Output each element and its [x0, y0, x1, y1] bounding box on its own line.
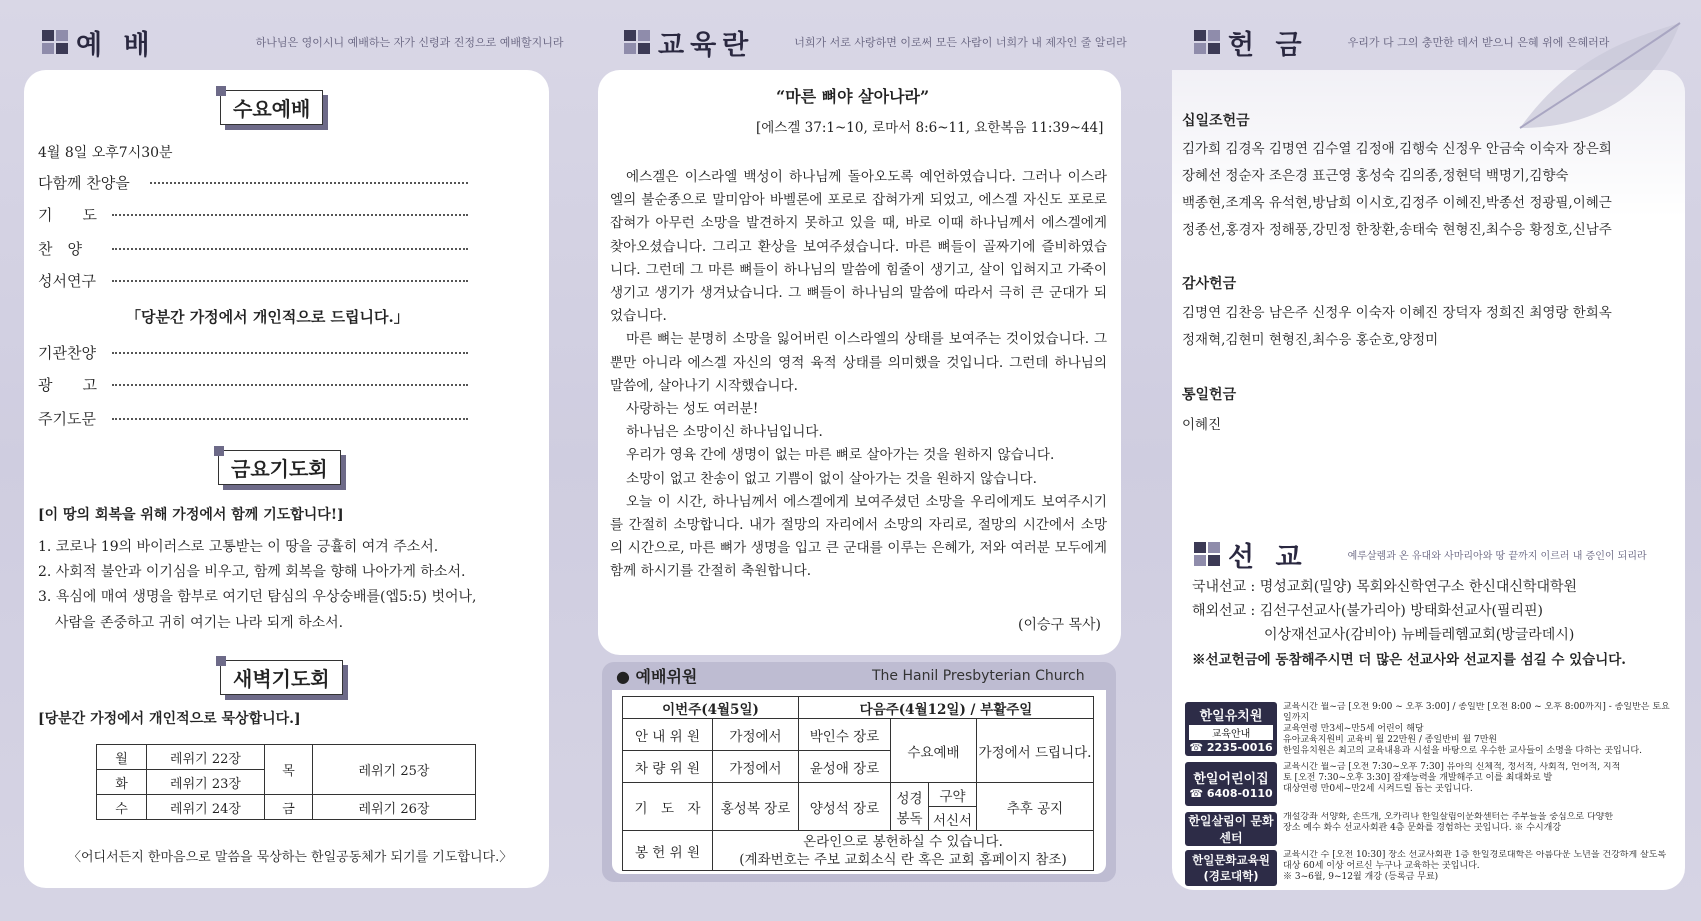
- mission-title: 선 교: [1228, 541, 1308, 573]
- parking-label: 차 량 위 원: [623, 751, 713, 783]
- mission-domestic: 국내선교 : 명성교회(밀양) 목회와신학연구소 한신대신학대학원: [1192, 579, 1578, 595]
- order-item: 기관찬양: [38, 344, 96, 362]
- worship-header: [42, 22, 563, 62]
- friday-line: 1. 코로나 19의 바이러스로 고통받는 이 땅을 긍휼히 여겨 주소서.: [38, 539, 439, 555]
- offering-title: 헌 금: [1228, 29, 1308, 61]
- wed-service: 수요예배: [891, 719, 977, 783]
- tithe-line: 김가희 김경옥 김명연 김수열 김정애 김행숙 신정우 안금숙 이숙자 장은희: [1182, 141, 1612, 157]
- old-testament: 구약: [929, 783, 977, 807]
- reading-cell: 레위기 22장: [147, 745, 265, 770]
- wednesday-notice: 「당분간 가정에서 개인적으로 드립니다.」: [126, 308, 409, 326]
- institution-info: 교육시간 수 [오전 10:30] 장소 선교사회관 1층 한일경로대학은 아름다운 노년을 건강하게 살도록 대상 60세 이상 어르신 누구나 교육하는 곳입니다. ※ 3~6월, 9~12월 개강 (등록금 무료): [1283, 850, 1667, 882]
- dotted-line: [112, 352, 468, 354]
- dotted-line: [112, 384, 468, 386]
- church-name: The Hanil Presbyterian Church: [872, 668, 1085, 684]
- unity-line: 이혜진: [1182, 417, 1222, 433]
- mission-header: [1194, 534, 1647, 574]
- thanks-list: [1182, 300, 1612, 354]
- dawn-reading-table: [96, 744, 476, 820]
- offering-text-2: (계좌번호는 주보 교회소식 란 혹은 교회 홈페이지 참조): [739, 851, 1067, 868]
- section-square-icon: [1194, 30, 1220, 54]
- thanks-line: 정재혁,김현미 현형진,최수응 홍순호,양정미: [1182, 332, 1439, 348]
- reading-cell: 레위기 24장: [147, 795, 265, 820]
- sermon-title: “마른 뼈야 살아나라”: [776, 87, 930, 106]
- leaf-decoration: [1510, 18, 1690, 148]
- thanks-line: 김명연 김찬응 남은주 신정우 이숙자 이혜진 장덕자 정희진 최영랑 한희옥: [1182, 305, 1612, 321]
- sermon-paragraph: 마른 뼈는 분명히 소망을 잃어버린 이스라엘의 상태를 보여주는 것이었습니다. 그뿐만 아니라 에스겔 자신의 영적 육적 상태를 의미했을 것입니다. 그런데 하나님의 말씀에, 살아나기 시작했습니다.: [610, 331, 1107, 394]
- parking-this: 가정에서: [713, 751, 799, 783]
- scripture-ref: [에스겔 37:1~10, 로마서 8:6~11, 요한복음 11:39~44]: [756, 120, 1104, 136]
- section-square-icon: [624, 30, 650, 54]
- sermon-paragraph: 우리가 영육 간에 생명이 없는 마른 뼈로 살아가는 것을 원하지 않습니다.: [626, 447, 1055, 464]
- institution-info: 교육시간 월~금 [오전 7:30~오후 7:30] 유아의 신체적, 정서적, 사회적, 언어적, 지적 토 [오전 7:30~오후 3:30] 잠재능력을 개발해주고 이를 최대화로 발 대상연령 만0세~만2세 시켜드릴 돕는 곳입니다.: [1283, 762, 1621, 794]
- institution-info: 개설강좌 서양화, 손뜨개, 오카리나 한일살림이문화센터는 주부들을 중심으로 다양한 장소 예수 화수 선교사회관 4층 문화를 경험하는 곳입니다. ※ 수시개강: [1283, 812, 1614, 833]
- day-cell: 월: [97, 745, 147, 770]
- day-cell: 화: [97, 770, 147, 795]
- order-item: 찬 양: [38, 240, 82, 258]
- dawn-footer: 〈어디서든지 한마음으로 말씀을 묵상하는 한일공동체가 되기를 기도합니다.〉: [68, 850, 513, 865]
- committee-title: ● 예배위원: [616, 667, 698, 686]
- reading-cell: 레위기 25장: [313, 745, 476, 795]
- institution-row: [1185, 812, 1675, 846]
- new-testament: 서신서: [929, 807, 977, 831]
- day-cell: 수: [97, 795, 147, 820]
- section-square-icon: [42, 30, 68, 54]
- tithe-line: 정종선,홍경자 정해풍,강민정 한창환,송태숙 현형진,최수응 황정호,신남주: [1182, 222, 1612, 238]
- institution-phone: ☎ 2235-0016: [1189, 740, 1273, 754]
- mission-notice: ※선교헌금에 동참해주시면 더 많은 선교사와 선교지를 섬길 수 있습니다.: [1192, 652, 1626, 668]
- friday-heading: [이 땅의 회복을 위해 가정에서 함께 기도합니다!]: [38, 507, 344, 523]
- next-week-header: 다음주(4월12일) / 부활주일: [799, 697, 1094, 719]
- institution-name: 한일문화교육원 (경로대학): [1185, 850, 1277, 886]
- sermon-paragraph: 에스겔은 이스라엘 백성이 하나님께 돌아오도록 예언하였습니다. 그러나 이스라엘의 불순종으로 말미암아 바벨론에 포로로 잡혀가게 되었고, 에스겔 자신도 포로로 잡혀가 아무런 소망을 발견하지 못하고 있을 때, 바로 이때 하나님께서 에스겔에게 찾아오셨습니다. 그리고 환상을 보여주셨습니다. 마른 뼈들이 골짜기에 즐비하였습니다. 그런데 그 마른 뼈들이 하나님의 말씀에 힘줄이 생기고, 살이 입혀지고 가죽이 생기고 생기가 생겨났습니다. 그 뼈들이 하나님의 말씀에 따라서 극히 큰 군대가 되었습니다.: [610, 169, 1107, 325]
- institution-row: [1185, 762, 1675, 806]
- prayer-label: 기 도 자: [623, 783, 713, 831]
- section-square-icon: [1194, 542, 1220, 566]
- sermon-paragraph: 사랑하는 성도 여러분!: [626, 401, 759, 418]
- usher-label: 안 내 위 원: [623, 719, 713, 751]
- offering-text-1: 온라인으로 봉헌하실 수 있습니다.: [803, 833, 1003, 850]
- education-subtitle: 너희가 서로 사랑하면 이로써 모든 사람이 너희가 내 제자인 줄 알리라: [794, 36, 1127, 49]
- dotted-line: [112, 418, 468, 420]
- dotted-line: [112, 214, 468, 216]
- tithe-line: 장혜선 정순자 조은경 표근영 홍성숙 김의종,정현덕 백명기,김향숙: [1182, 168, 1569, 184]
- order-item: 성서연구: [38, 272, 96, 290]
- usher-this: 가정에서: [713, 719, 799, 751]
- offering-text: [713, 831, 1094, 871]
- dotted-line: [112, 248, 468, 250]
- unity-title: 통일헌금: [1182, 387, 1237, 403]
- dotted-line: [150, 182, 468, 184]
- mission-overseas-2: 이상재선교사(감비아) 뉴베들레헴교회(방글라데시): [1264, 627, 1575, 643]
- sermon-reading: 성경봉독: [891, 783, 929, 831]
- parking-next: 윤성애 장로: [799, 751, 891, 783]
- institution-phone: ☎ 6408-0110: [1189, 787, 1273, 800]
- wednesday-date: 4월 8일 오후7시30분: [38, 145, 173, 161]
- institution-label: 한일유치원: [1199, 708, 1263, 724]
- home-service: 가정에서 드립니다.: [977, 719, 1094, 783]
- day-cell: 목: [265, 745, 313, 795]
- prayer-next: 양성석 장로: [799, 783, 891, 831]
- dawn-title: 새벽기도회: [220, 660, 343, 695]
- notice-later: 추후 공지: [977, 783, 1094, 831]
- offering-subtitle: 우리가 다 그의 충만한 데서 받으니 은혜 위에 은혜러라: [1347, 36, 1610, 49]
- education-title: 교육란: [658, 29, 755, 61]
- prayer-this: 홍성복 장로: [713, 783, 799, 831]
- institution-info: 교육시간 월~금 [오전 9:00 ~ 오후 3:00] / 종일반 [오전 8:00 ~ 오후 8:00까지] - 종일반은 토요일까지 교육연령 만3세~만5세 어린이 해당 유아교육지원비 교육비 월 22만원 / 종일반비 월 7만원 한일유치원은 최고의 교육내용과 시설을 바탕으로 우수한 교사들이 소명을 다하는 곳입니다.: [1283, 702, 1670, 756]
- this-week-header: 이번주(4월5일): [623, 697, 799, 719]
- friday-title: 금요기도회: [218, 450, 341, 485]
- sermon-author: (이승구 목사): [1018, 617, 1101, 633]
- mission-overseas: 해외선교 : 김선구선교사(불가리아) 방태화선교사(필리핀): [1192, 603, 1543, 619]
- order-item: 주기도문: [38, 410, 96, 428]
- institution-name: 한일살림이 문화센터: [1185, 812, 1277, 846]
- thanks-title: 감사헌금: [1182, 276, 1237, 292]
- worship-subtitle: 하나님은 영이시니 예배하는 자가 신령과 진정으로 예배할지니라: [255, 36, 564, 49]
- mission-subtitle: 예루살렘과 온 유대와 사마리아와 땅 끝까지 이르러 내 증인이 되리라: [1347, 550, 1647, 562]
- friday-line: 사람을 존중하고 귀히 여기는 나라 되게 하소서.: [55, 615, 344, 631]
- leaf-vein: [1520, 23, 1680, 128]
- sermon-paragraph: 소망이 없고 찬송이 없고 기쁨이 없이 살아가는 것을 원하지 않습니다.: [626, 470, 1037, 487]
- tithe-title: 십일조헌금: [1182, 113, 1250, 129]
- institution-name: [1185, 702, 1277, 756]
- sermon-paragraph: 오늘 이 시간, 하나님께서 에스겔에게 보여주셨던 소망을 우리에게도 보여주시기를 간절히 소망합니다. 내가 절망의 자리에서 소망의 자리로, 절망의 시간에서 소망의 시간으로, 마른 뼈가 생명을 입고 큰 군대를 이루는 은혜가, 저와 여러분 모두에게 함께 하시기를 간절히 축원합니다.: [610, 493, 1107, 580]
- institution-name: [1185, 762, 1277, 806]
- reading-cell: 레위기 23장: [147, 770, 265, 795]
- order-item: 다함께 찬양을: [38, 174, 130, 192]
- sermon-paragraph: 하나님은 소망이신 하나님입니다.: [626, 424, 823, 441]
- tithe-list: [1182, 136, 1612, 244]
- dotted-line: [112, 280, 468, 282]
- day-cell: 금: [265, 795, 313, 820]
- institution-row: [1185, 850, 1675, 886]
- education-header: [624, 22, 1127, 62]
- friday-line: 3. 욕심에 매여 생명을 함부로 여기던 탐심의 우상숭배를(엡5:5) 벗어나,: [38, 589, 477, 605]
- unity-list: [1182, 412, 1221, 439]
- offering-label: 봉 헌 위 원: [623, 831, 713, 871]
- committee-table: [622, 696, 1094, 871]
- order-item: 기 도: [38, 206, 97, 224]
- institution-extra: 교육안내: [1189, 725, 1273, 740]
- order-item: 광 고: [38, 376, 97, 394]
- usher-next: 박인수 장로: [799, 719, 891, 751]
- tithe-line: 백종현,조계옥 유석현,방남희 이시호,김정주 이혜진,박종선 정광필,이혜근: [1182, 195, 1612, 211]
- dawn-heading: [당분간 가정에서 개인적으로 묵상합니다.]: [38, 711, 301, 727]
- wednesday-title: 수요예배: [220, 90, 323, 125]
- reading-cell: 레위기 26장: [313, 795, 476, 820]
- worship-title: 예 배: [76, 29, 156, 61]
- institution-label: 한일어린이집: [1193, 772, 1269, 787]
- sermon-body: [610, 166, 1107, 584]
- institution-row: [1185, 702, 1675, 756]
- committee-title-text: 예배위원: [635, 667, 698, 686]
- friday-line: 2. 사회적 불안과 이기심을 비우고, 함께 회복을 향해 나아가게 하소서.: [38, 564, 466, 580]
